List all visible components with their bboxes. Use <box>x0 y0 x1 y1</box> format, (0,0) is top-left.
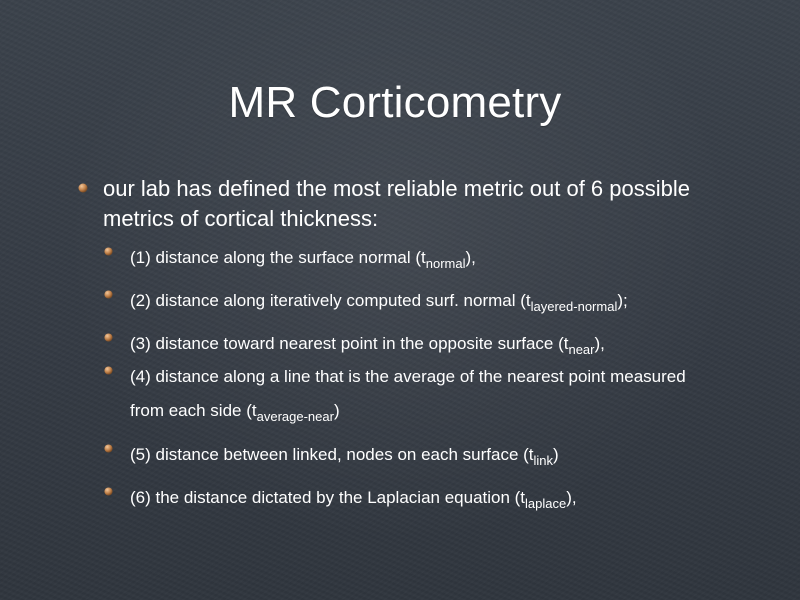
sub-bullet-text: (2) distance along iteratively computed surf. normal $(t_{layered-normal})$; <box>130 291 628 314</box>
main-bullet <box>78 174 758 234</box>
sub-bullet-4 <box>104 360 724 428</box>
sub-bullet-1 <box>104 241 774 275</box>
sub-bullet-text: (5) distance between linked, nodes on each surface $(t_{link})$ <box>130 445 559 468</box>
bullet-dot-icon <box>104 444 113 453</box>
sub-bullet-2 <box>104 284 774 318</box>
sub-bullet-6 <box>104 481 774 515</box>
sub-bullet-3 <box>104 327 774 361</box>
main-bullet-text: our lab has defined the most reliable metric out of 6 possible metrics of cortical thickness: <box>103 176 690 231</box>
bullet-dot-icon <box>104 290 113 299</box>
sub-bullet-text: (6) the distance dictated by the Laplacian equation $(t_{laplace})$, <box>130 488 577 511</box>
bullet-dot-icon <box>104 247 113 256</box>
sub-bullet-text: (4) distance along a line that is the average of the nearest point measured from each side $(t_{average-near})$ <box>130 367 686 424</box>
bullet-dot-icon <box>104 366 113 375</box>
sub-bullet-text: (1) distance along the surface normal $(t_{normal})$, <box>130 248 476 271</box>
sub-bullet-text: (3) distance toward nearest point in the opposite surface $(t_{near})$, <box>130 334 605 357</box>
bullet-dot-icon <box>78 183 88 193</box>
slide-title: MR Corticometry <box>228 78 562 127</box>
bullet-dot-icon <box>104 333 113 342</box>
sub-bullet-5 <box>104 438 774 472</box>
bullet-dot-icon <box>104 487 113 496</box>
